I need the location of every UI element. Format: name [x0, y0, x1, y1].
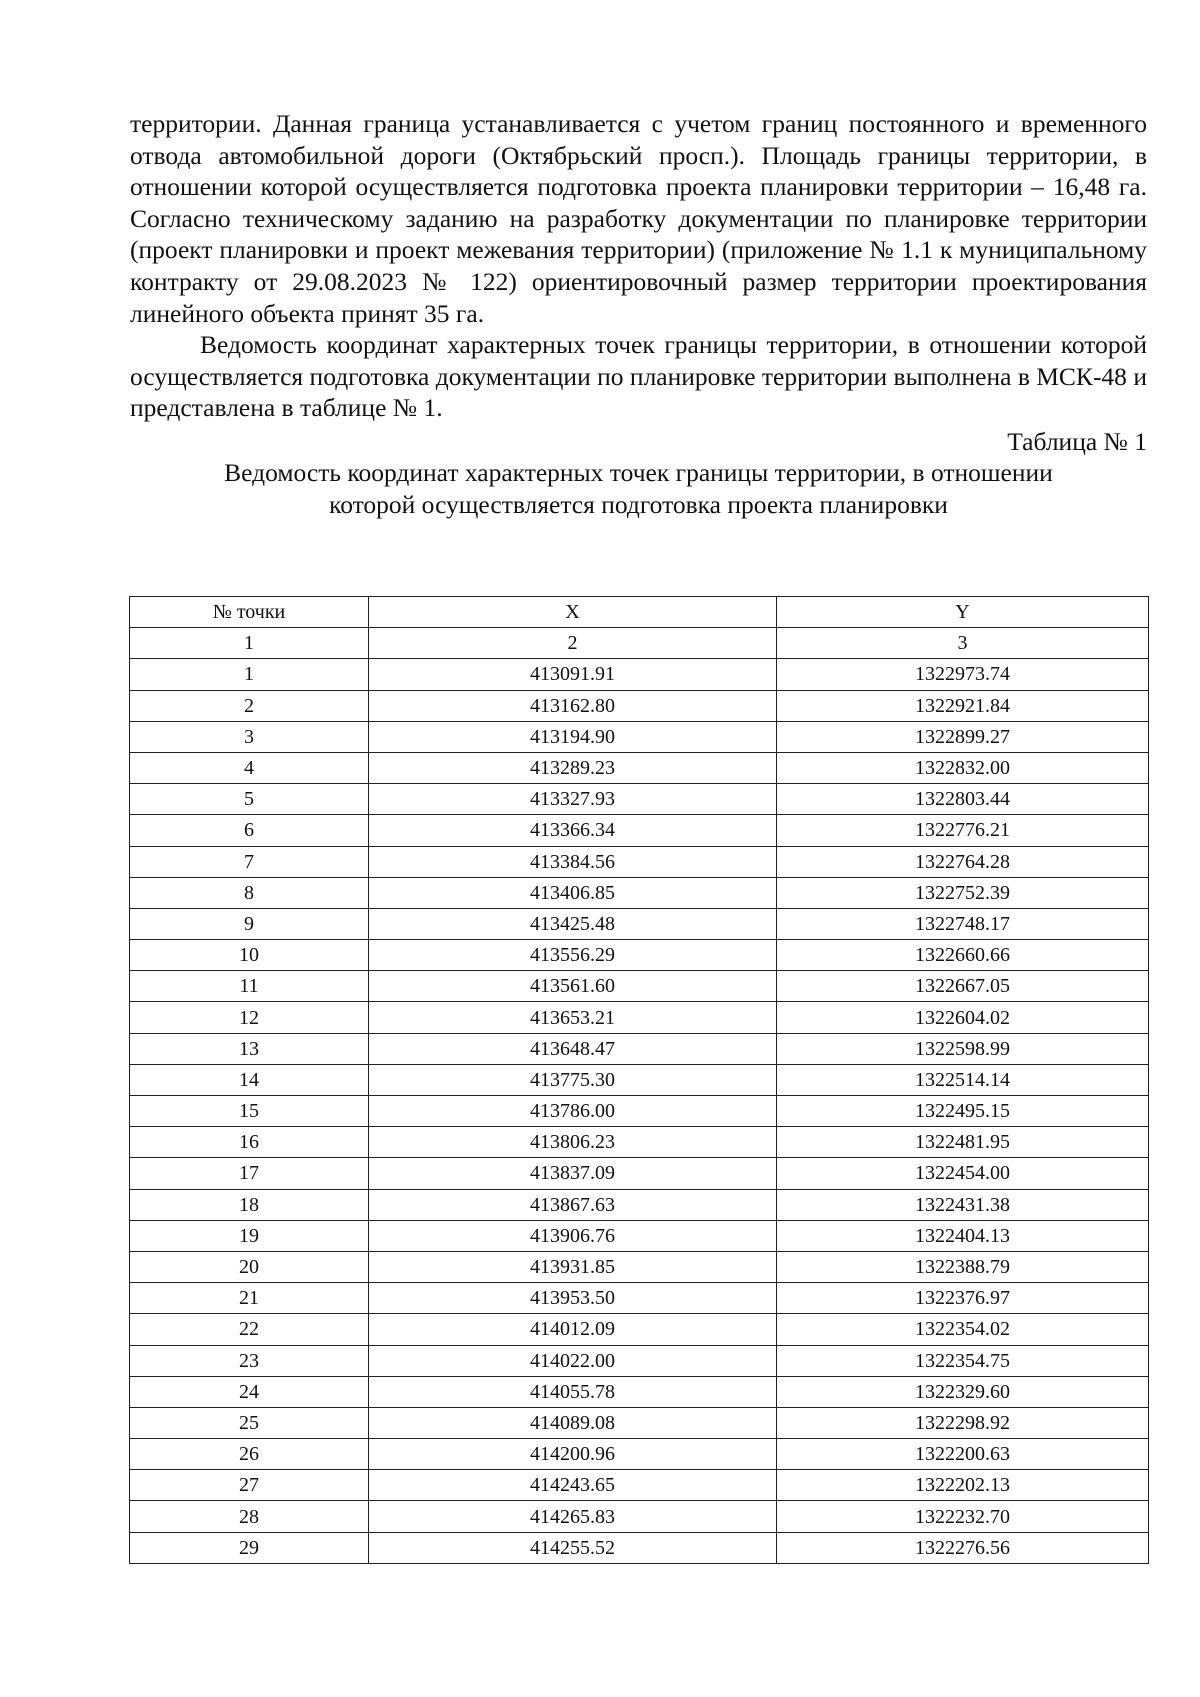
table-caption-line-1: Ведомость координат характерных точек границы территории, в отношении	[224, 457, 1053, 487]
cell-y: 1322752.39	[777, 877, 1149, 908]
table-row	[130, 971, 1149, 1002]
cell-point-number: 1	[130, 659, 369, 690]
cell-x: 413775.30	[369, 1064, 777, 1095]
cell-y: 1322921.84	[777, 690, 1149, 721]
table-row	[130, 690, 1149, 721]
table-row	[130, 1251, 1149, 1282]
table-row	[130, 846, 1149, 877]
table-body	[130, 659, 1149, 1563]
table-row	[130, 1220, 1149, 1251]
table-row	[130, 1002, 1149, 1033]
table-row	[130, 940, 1149, 971]
cell-point-number: 28	[130, 1501, 369, 1532]
table-row	[130, 1033, 1149, 1064]
header-y: Y	[777, 597, 1149, 628]
cell-point-number: 4	[130, 752, 369, 783]
cell-x: 413366.34	[369, 815, 777, 846]
cell-x: 413786.00	[369, 1096, 777, 1127]
cell-x: 414055.78	[369, 1376, 777, 1407]
table-header-row	[130, 597, 1149, 628]
table-column-number-row	[130, 628, 1149, 659]
header-point-number: № точки	[130, 597, 369, 628]
table-row	[130, 659, 1149, 690]
cell-point-number: 23	[130, 1345, 369, 1376]
table-row	[130, 1096, 1149, 1127]
cell-point-number: 16	[130, 1127, 369, 1158]
coordinates-table	[129, 596, 1149, 1564]
cell-x: 413162.80	[369, 690, 777, 721]
cell-x: 414265.83	[369, 1501, 777, 1532]
cell-y: 1322776.21	[777, 815, 1149, 846]
body-paragraph-2: Ведомость координат характерных точек границы территории, в отношении которой осуществляется подготовка документации по планировке территории выполнена в МСК-48 и представлена в таблице № 1.	[130, 330, 1147, 423]
cell-point-number: 7	[130, 846, 369, 877]
table-row	[130, 1189, 1149, 1220]
cell-y: 1322388.79	[777, 1251, 1149, 1282]
cell-y: 1322200.63	[777, 1439, 1149, 1470]
column-number-1: 1	[130, 628, 369, 659]
cell-point-number: 26	[130, 1439, 369, 1470]
table-row	[130, 815, 1149, 846]
cell-y: 1322973.74	[777, 659, 1149, 690]
cell-point-number: 17	[130, 1158, 369, 1189]
table-row	[130, 784, 1149, 815]
cell-y: 1322899.27	[777, 721, 1149, 752]
cell-x: 414243.65	[369, 1470, 777, 1501]
cell-point-number: 10	[130, 940, 369, 971]
cell-y: 1322495.15	[777, 1096, 1149, 1127]
table-row	[130, 1376, 1149, 1407]
cell-y: 1322514.14	[777, 1064, 1149, 1095]
cell-y: 1322354.02	[777, 1314, 1149, 1345]
table-caption-line-2: которой осуществляется подготовка проекта планировки	[329, 489, 948, 519]
table-row	[130, 1064, 1149, 1095]
table-caption	[130, 457, 1147, 521]
table-row	[130, 908, 1149, 939]
table-row	[130, 1314, 1149, 1345]
cell-point-number: 2	[130, 690, 369, 721]
cell-point-number: 20	[130, 1251, 369, 1282]
cell-y: 1322431.38	[777, 1189, 1149, 1220]
cell-point-number: 6	[130, 815, 369, 846]
cell-point-number: 22	[130, 1314, 369, 1345]
cell-x: 413327.93	[369, 784, 777, 815]
table-row	[130, 1470, 1149, 1501]
cell-x: 413653.21	[369, 1002, 777, 1033]
cell-point-number: 5	[130, 784, 369, 815]
cell-x: 413091.91	[369, 659, 777, 690]
cell-y: 1322667.05	[777, 971, 1149, 1002]
cell-y: 1322604.02	[777, 1002, 1149, 1033]
cell-point-number: 13	[130, 1033, 369, 1064]
cell-x: 413194.90	[369, 721, 777, 752]
cell-x: 413953.50	[369, 1283, 777, 1314]
cell-x: 414089.08	[369, 1407, 777, 1438]
cell-y: 1322803.44	[777, 784, 1149, 815]
cell-x: 414022.00	[369, 1345, 777, 1376]
cell-y: 1322764.28	[777, 846, 1149, 877]
cell-y: 1322660.66	[777, 940, 1149, 971]
table-row	[130, 1283, 1149, 1314]
table-row	[130, 877, 1149, 908]
table-row	[130, 1501, 1149, 1532]
table-row	[130, 1407, 1149, 1438]
cell-point-number: 11	[130, 971, 369, 1002]
table-row	[130, 1158, 1149, 1189]
cell-point-number: 27	[130, 1470, 369, 1501]
table-row	[130, 1439, 1149, 1470]
cell-x: 413556.29	[369, 940, 777, 971]
cell-point-number: 29	[130, 1532, 369, 1563]
cell-y: 1322329.60	[777, 1376, 1149, 1407]
cell-x: 413906.76	[369, 1220, 777, 1251]
cell-x: 413384.56	[369, 846, 777, 877]
cell-point-number: 25	[130, 1407, 369, 1438]
table-row	[130, 1127, 1149, 1158]
body-paragraph-1: территории. Данная граница устанавливается с учетом границ постоянного и временного отвода автомобильной дороги (Октябрьский просп.). Площадь границы территории, в отношении которой осуществляется подготовка проекта планировки территории – 16,48 га. Согласно техническому заданию на разработку документации по планировке территории (проект планировки и проект межевания территории) (приложение № 1.1 к муниципальному контракту от 29.08.2023 № 122) ориентировочный размер территории проектирования линейного объекта принят 35 га.	[130, 109, 1147, 328]
cell-y: 1322454.00	[777, 1158, 1149, 1189]
cell-x: 413806.23	[369, 1127, 777, 1158]
cell-y: 1322376.97	[777, 1283, 1149, 1314]
table-row	[130, 752, 1149, 783]
cell-point-number: 14	[130, 1064, 369, 1095]
cell-y: 1322832.00	[777, 752, 1149, 783]
cell-y: 1322276.56	[777, 1532, 1149, 1563]
cell-x: 413837.09	[369, 1158, 777, 1189]
cell-point-number: 3	[130, 721, 369, 752]
cell-point-number: 18	[130, 1189, 369, 1220]
cell-point-number: 24	[130, 1376, 369, 1407]
cell-point-number: 15	[130, 1096, 369, 1127]
cell-point-number: 12	[130, 1002, 369, 1033]
cell-y: 1322598.99	[777, 1033, 1149, 1064]
cell-y: 1322232.70	[777, 1501, 1149, 1532]
cell-point-number: 8	[130, 877, 369, 908]
cell-x: 413425.48	[369, 908, 777, 939]
cell-x: 414200.96	[369, 1439, 777, 1470]
cell-y: 1322298.92	[777, 1407, 1149, 1438]
cell-x: 414012.09	[369, 1314, 777, 1345]
document-page	[130, 108, 1147, 521]
column-number-3: 3	[777, 628, 1149, 659]
cell-y: 1322202.13	[777, 1470, 1149, 1501]
header-x: X	[369, 597, 777, 628]
cell-x: 413648.47	[369, 1033, 777, 1064]
cell-y: 1322404.13	[777, 1220, 1149, 1251]
cell-y: 1322354.75	[777, 1345, 1149, 1376]
table-label: Таблица № 1	[1007, 426, 1147, 456]
cell-y: 1322748.17	[777, 908, 1149, 939]
column-number-2: 2	[369, 628, 777, 659]
table-row	[130, 721, 1149, 752]
cell-point-number: 9	[130, 908, 369, 939]
cell-x: 413931.85	[369, 1251, 777, 1282]
cell-x: 413561.60	[369, 971, 777, 1002]
cell-x: 413289.23	[369, 752, 777, 783]
cell-point-number: 21	[130, 1283, 369, 1314]
cell-y: 1322481.95	[777, 1127, 1149, 1158]
table-row	[130, 1345, 1149, 1376]
table-row	[130, 1532, 1149, 1563]
cell-point-number: 19	[130, 1220, 369, 1251]
cell-x: 414255.52	[369, 1532, 777, 1563]
cell-x: 413867.63	[369, 1189, 777, 1220]
cell-x: 413406.85	[369, 877, 777, 908]
